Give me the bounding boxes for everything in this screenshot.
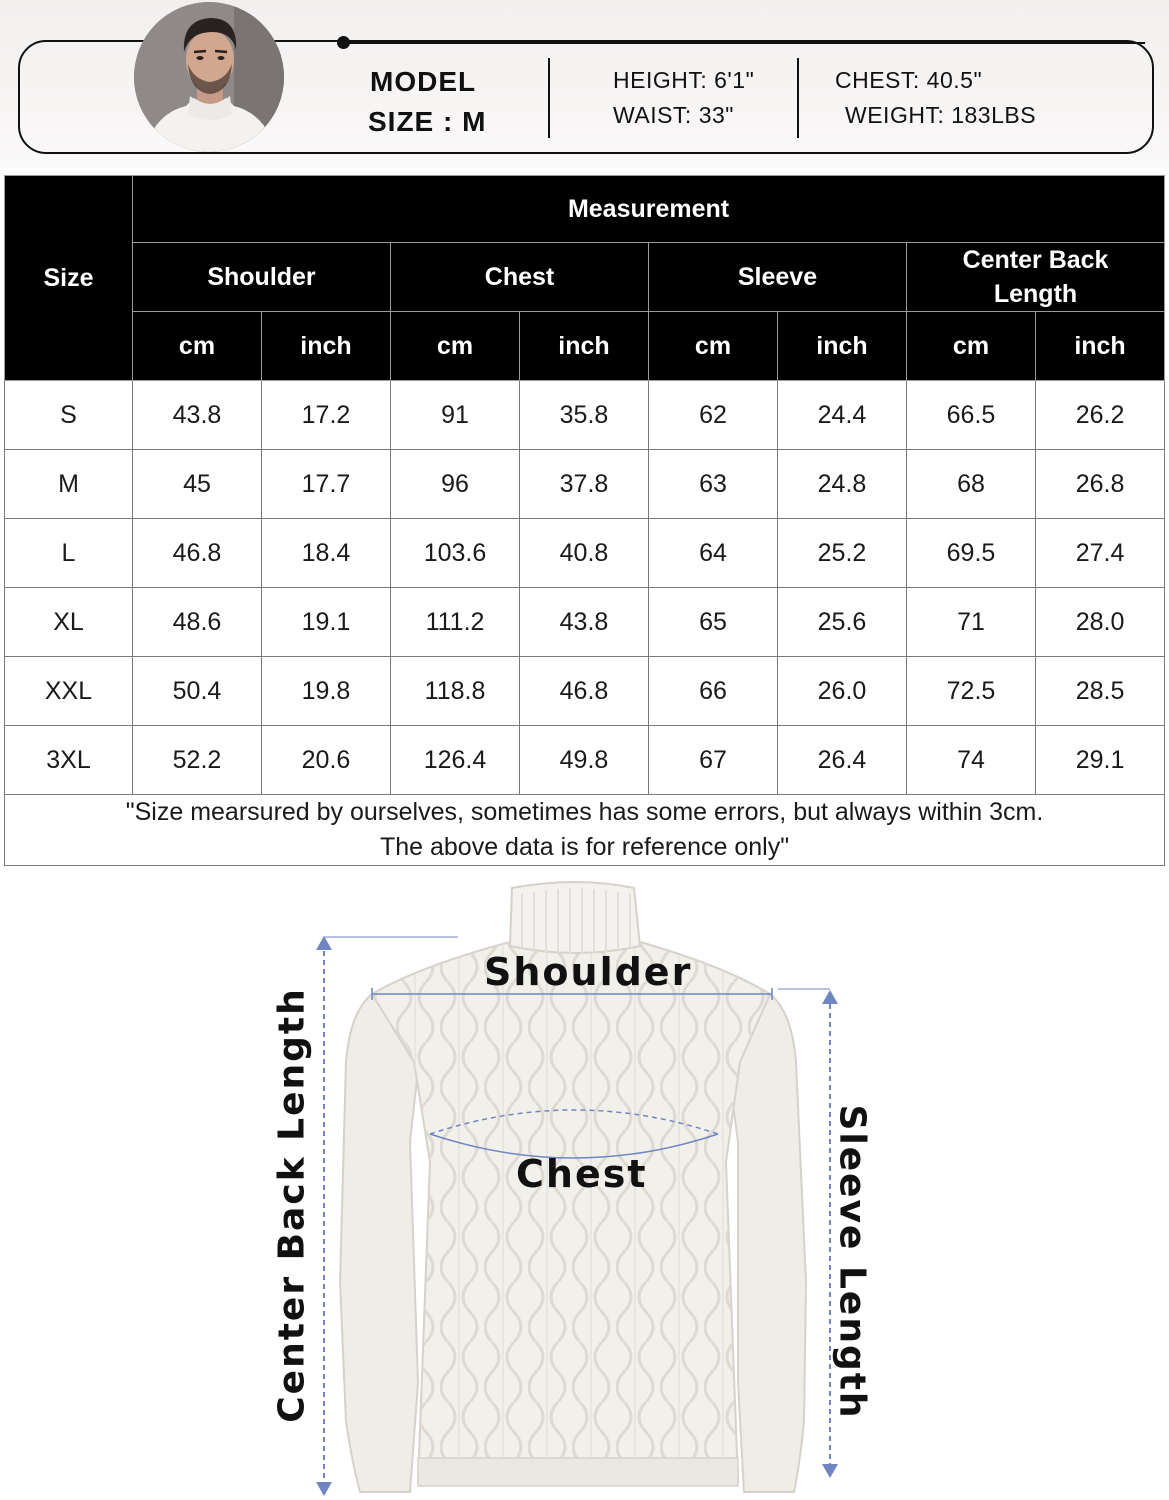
table-cell: 45 xyxy=(133,450,262,519)
table-cell: 25.2 xyxy=(778,519,907,588)
unit-header: cm xyxy=(907,312,1036,381)
table-cell: 74 xyxy=(907,726,1036,795)
table-row xyxy=(5,657,1165,726)
table-row xyxy=(5,726,1165,795)
table-cell: 43.8 xyxy=(133,381,262,450)
table-cell: 27.4 xyxy=(1036,519,1165,588)
size-cell: L xyxy=(5,519,133,588)
table-cell: 66.5 xyxy=(907,381,1036,450)
divider xyxy=(797,58,799,138)
table-row xyxy=(5,381,1165,450)
note-line: "Size mearsured by ourselves, sometimes has some errors, but always within 3cm. xyxy=(125,798,1044,826)
size-cell: 3XL xyxy=(5,726,133,795)
table-cell: 37.8 xyxy=(520,450,649,519)
divider xyxy=(548,58,550,138)
table-cell: 62 xyxy=(649,381,778,450)
table-cell: 20.6 xyxy=(262,726,391,795)
unit-header: cm xyxy=(649,312,778,381)
table-cell: 49.8 xyxy=(520,726,649,795)
size-column-header: Size xyxy=(5,176,133,381)
table-cell: 111.2 xyxy=(391,588,520,657)
measurement-diagram xyxy=(0,862,1169,1500)
table-cell: 40.8 xyxy=(520,519,649,588)
unit-header: cm xyxy=(391,312,520,381)
unit-header: inch xyxy=(520,312,649,381)
table-cell: 26.8 xyxy=(1036,450,1165,519)
table-cell: 43.8 xyxy=(520,588,649,657)
shoulder-label: Shoulder xyxy=(484,950,693,994)
size-cell: M xyxy=(5,450,133,519)
table-note xyxy=(5,795,1165,866)
table-cell: 19.8 xyxy=(262,657,391,726)
size-chart-table xyxy=(4,175,1165,866)
card-accent-dot xyxy=(337,36,350,49)
table-cell: 35.8 xyxy=(520,381,649,450)
table-cell: 26.2 xyxy=(1036,381,1165,450)
table-cell: 65 xyxy=(649,588,778,657)
size-cell: S xyxy=(5,381,133,450)
measurement-header: Measurement xyxy=(133,176,1165,243)
unit-header: inch xyxy=(778,312,907,381)
sleeve-length-label: Sleeve Length xyxy=(831,1104,873,1420)
unit-header: cm xyxy=(133,312,262,381)
table-cell: 96 xyxy=(391,450,520,519)
table-cell: 64 xyxy=(649,519,778,588)
chest-label: Chest xyxy=(516,1152,648,1196)
table-cell: 24.4 xyxy=(778,381,907,450)
table-cell: 17.7 xyxy=(262,450,391,519)
table-cell: 29.1 xyxy=(1036,726,1165,795)
chest-header: Chest xyxy=(391,243,649,312)
table-cell: 118.8 xyxy=(391,657,520,726)
model-title xyxy=(370,62,520,142)
note-line: The above data is for reference only" xyxy=(379,833,790,861)
card-accent-line xyxy=(345,42,1145,44)
size-cell: XL xyxy=(5,588,133,657)
table-cell: 63 xyxy=(649,450,778,519)
model-size: SIZE : M xyxy=(368,106,487,137)
table-cell: 26.4 xyxy=(778,726,907,795)
table-cell: 72.5 xyxy=(907,657,1036,726)
unit-header: inch xyxy=(262,312,391,381)
table-cell: 28.5 xyxy=(1036,657,1165,726)
table-note-row xyxy=(5,795,1165,866)
table-cell: 48.6 xyxy=(133,588,262,657)
table-cell: 26.0 xyxy=(778,657,907,726)
center-back-length-label: Center Back Length xyxy=(271,987,313,1423)
model-label: MODEL xyxy=(370,66,477,97)
table-cell: 28.0 xyxy=(1036,588,1165,657)
table-cell: 24.8 xyxy=(778,450,907,519)
center-back-length-header: Center Back Length xyxy=(907,243,1165,312)
model-weight: WEIGHT: 183LBS xyxy=(845,102,1037,128)
table-cell: 66 xyxy=(649,657,778,726)
table-cell: 46.8 xyxy=(520,657,649,726)
size-cell: XXL xyxy=(5,657,133,726)
table-cell: 17.2 xyxy=(262,381,391,450)
model-waist: WAIST: 33" xyxy=(613,102,734,128)
table-cell: 126.4 xyxy=(391,726,520,795)
table-row xyxy=(5,588,1165,657)
table-cell: 19.1 xyxy=(262,588,391,657)
sleeve-header: Sleeve xyxy=(649,243,907,312)
table-cell: 91 xyxy=(391,381,520,450)
table-cell: 52.2 xyxy=(133,726,262,795)
table-cell: 25.6 xyxy=(778,588,907,657)
table-cell: 69.5 xyxy=(907,519,1036,588)
table-cell: 71 xyxy=(907,588,1036,657)
shoulder-header: Shoulder xyxy=(133,243,391,312)
table-cell: 18.4 xyxy=(262,519,391,588)
model-chest: CHEST: 40.5" xyxy=(835,67,983,93)
table-row xyxy=(5,450,1165,519)
unit-header: inch xyxy=(1036,312,1165,381)
table-cell: 46.8 xyxy=(133,519,262,588)
model-avatar xyxy=(134,2,284,152)
table-cell: 103.6 xyxy=(391,519,520,588)
table-cell: 68 xyxy=(907,450,1036,519)
table-cell: 50.4 xyxy=(133,657,262,726)
model-height: HEIGHT: 6'1" xyxy=(613,67,755,93)
table-row xyxy=(5,519,1165,588)
table-cell: 67 xyxy=(649,726,778,795)
